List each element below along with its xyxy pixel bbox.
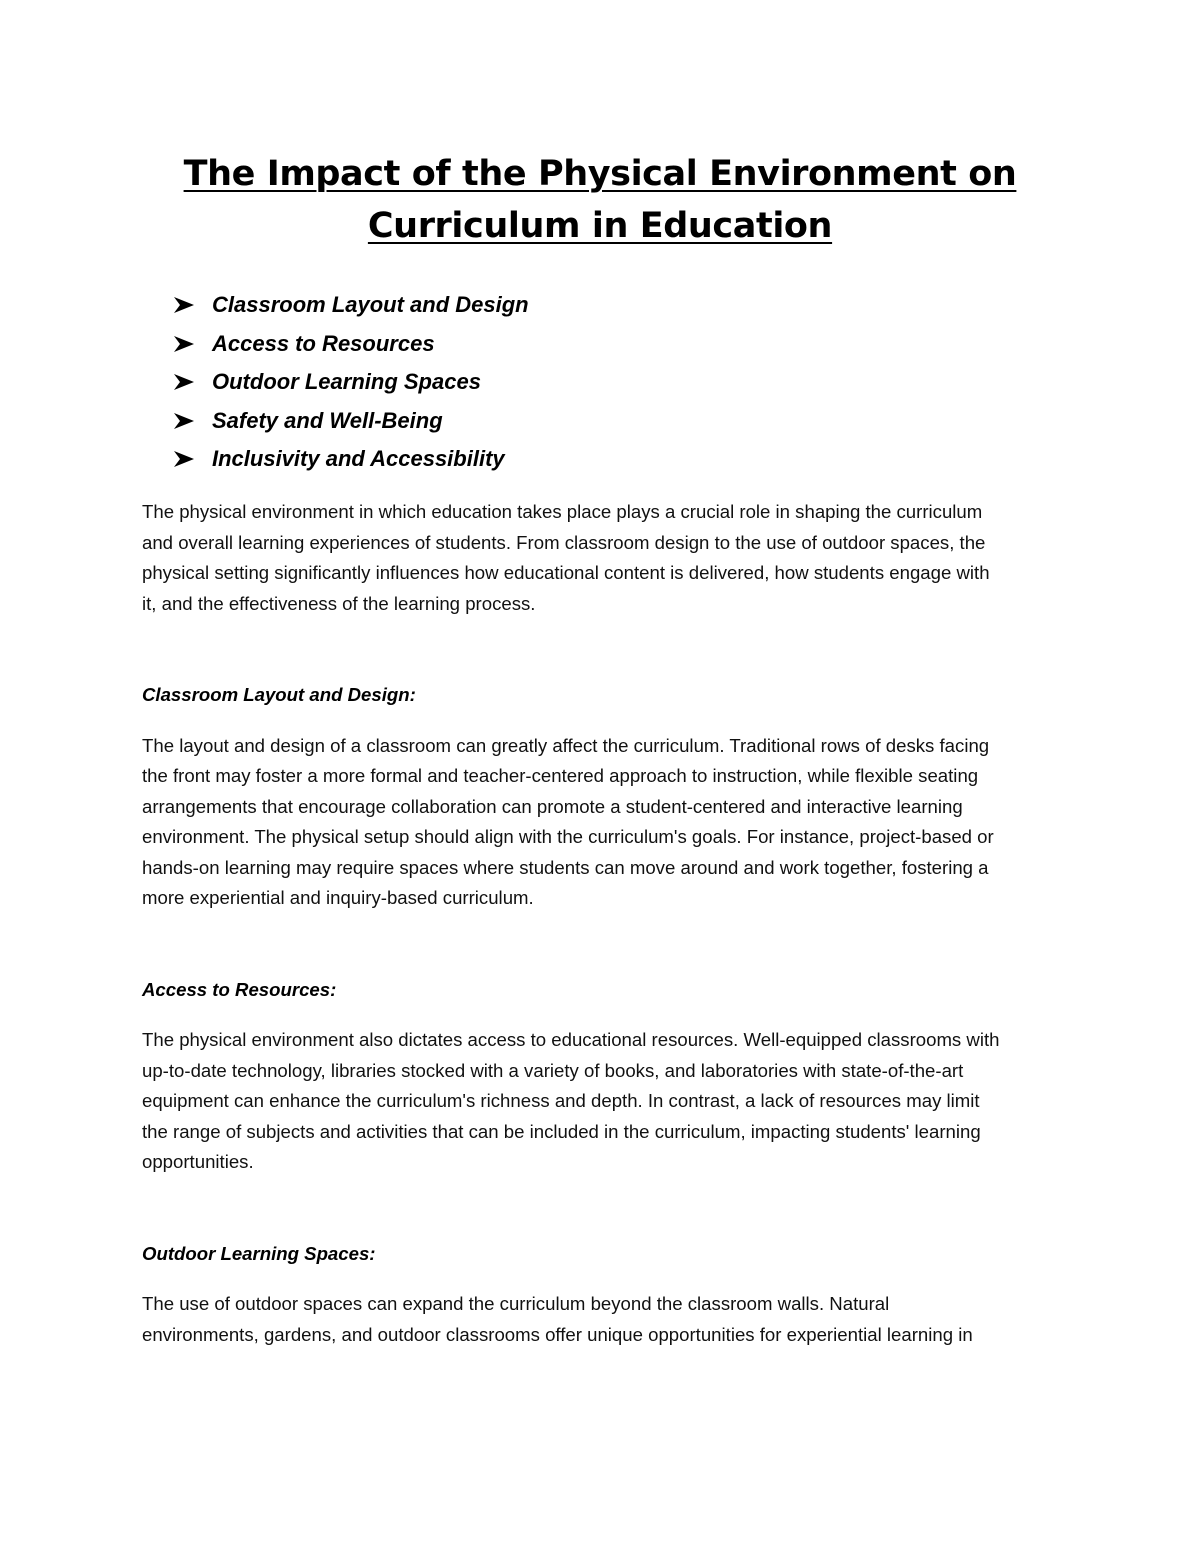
text-line: equipment can enhance the curriculum's richness and depth. In contrast, a lack of resources may limit — [142, 1090, 980, 1111]
bullet-label: Outdoor Learning Spaces — [212, 369, 481, 394]
bullet-label: Classroom Layout and Design — [212, 292, 529, 317]
document-body — [142, 497, 1062, 1350]
arrowhead-bullet-icon — [172, 449, 196, 469]
bullet-item-outdoor-learning — [172, 363, 529, 402]
bullet-label: Safety and Well-Being — [212, 407, 443, 433]
text-line: it, and the effectiveness of the learning process. — [142, 592, 536, 614]
section-paragraph-classroom-layout — [142, 731, 1062, 914]
text-line: the front may foster a more formal and teacher-centered approach to instruction, while flexible seating — [142, 765, 979, 786]
spacer — [142, 914, 1062, 975]
bullet-label: Inclusivity and Accessibility — [212, 446, 505, 471]
section-heading-access-resources: Access to Resources: — [142, 978, 337, 1000]
text-line: and overall learning experiences of students. From classroom design to the use of outdoor spaces, the — [142, 531, 986, 553]
intro-paragraph — [142, 497, 1062, 619]
text-line: environments, gardens, and outdoor classrooms offer unique opportunities for experiential learning in — [142, 1323, 973, 1345]
title-line-2: Curriculum in Education — [367, 206, 833, 246]
spacer — [142, 1269, 1062, 1289]
spacer — [142, 619, 1062, 680]
text-line: the range of subjects and activities that can be included in the curriculum, impacting students' learning — [142, 1120, 981, 1142]
bullet-item-access-resources — [172, 325, 529, 364]
section-heading-classroom-layout: Classroom Layout and Design: — [142, 684, 416, 705]
bullet-item-safety — [172, 402, 529, 441]
section-heading-outdoor-learning: Outdoor Learning Spaces: — [142, 1242, 376, 1264]
text-line: The layout and design of a classroom can greatly affect the curriculum. Traditional rows of desks facing — [142, 734, 990, 756]
bullet-label: Access to Resources — [212, 330, 435, 356]
topic-bullet-list — [172, 286, 529, 479]
text-line: The physical environment also dictates access to educational resources. Well-equipped classrooms with — [142, 1029, 1000, 1050]
arrowhead-bullet-icon — [172, 411, 196, 431]
text-line: arrangements that encourage collaboration can promote a student-centered and interactive learning — [142, 795, 963, 817]
text-line: environment. The physical setup should align with the curriculum's goals. For instance, project-based or — [142, 826, 994, 847]
bullet-item-classroom-layout — [172, 286, 529, 325]
text-line: physical setting significantly influences how educational content is delivered, how students engage with — [142, 562, 990, 583]
text-line: The use of outdoor spaces can expand the curriculum beyond the classroom walls. Natural — [142, 1293, 890, 1314]
text-line: up-to-date technology, libraries stocked with a variety of books, and laboratories with state-of-the-art — [142, 1059, 964, 1081]
arrowhead-bullet-icon — [172, 372, 196, 392]
arrowhead-bullet-icon — [172, 295, 196, 315]
section-paragraph-access-resources — [142, 1025, 1062, 1178]
spacer — [142, 1005, 1062, 1025]
spacer — [142, 1178, 1062, 1239]
bullet-item-inclusivity — [172, 440, 529, 479]
title-line-1: The Impact of the Physical Environment on — [183, 154, 1017, 194]
spacer — [142, 711, 1062, 731]
text-line: hands-on learning may require spaces where students can move around and work together, fostering a — [142, 856, 989, 878]
text-line: opportunities. — [142, 1151, 254, 1172]
text-line: The physical environment in which education takes place plays a crucial role in shaping the curriculum — [142, 501, 983, 522]
arrowhead-bullet-icon — [172, 334, 196, 354]
section-paragraph-outdoor-learning — [142, 1289, 1062, 1350]
document-title — [100, 148, 1100, 252]
text-line: more experiential and inquiry-based curriculum. — [142, 887, 534, 908]
